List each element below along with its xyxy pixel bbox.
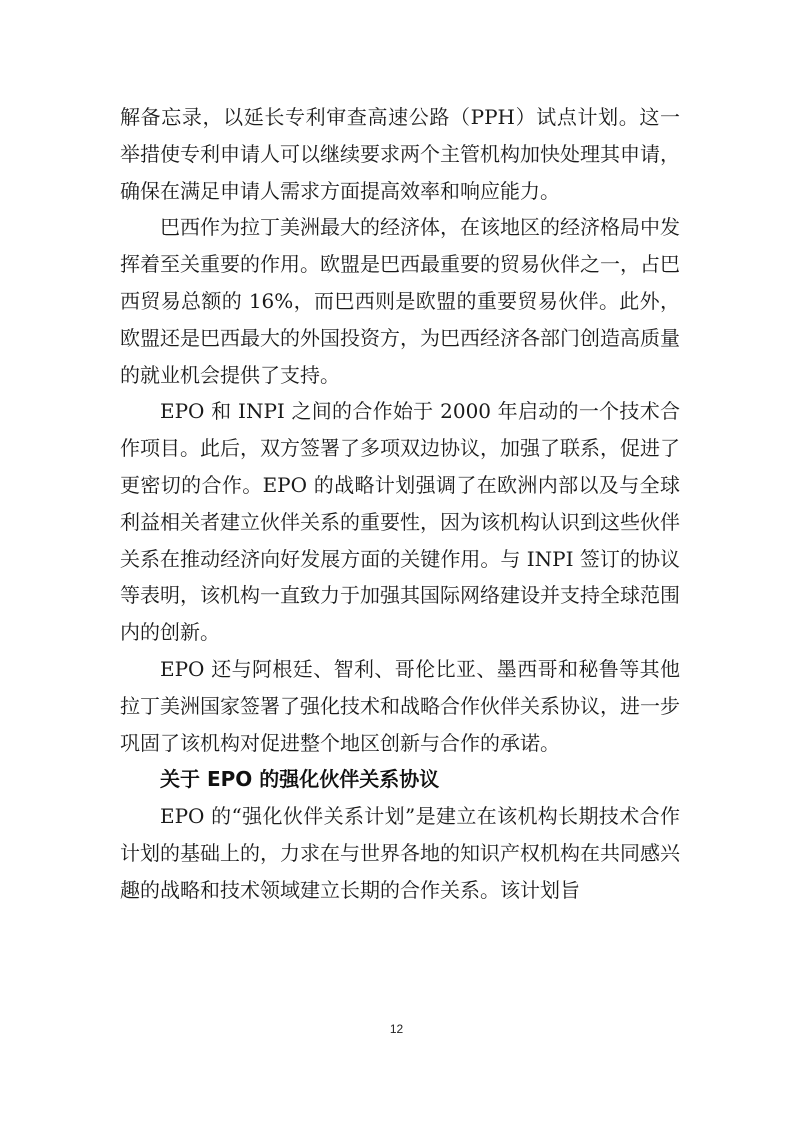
- paragraph-epo-inpi-cooperation: EPO 和 INPI 之间的合作始于 2000 年启动的一个技术合作项目。此后，双方签署了多项双边协议，加强了联系，促进了更密切的合作。EPO 的战略计划强调了在欧洲内部以及与全球利益相关者建立伙伴关系的重要性，因为该机构认识到这些伙伴关系在推动经济向好发展方面的关键作用。与 INPI 签订的协议等表明，该机构一直致力于加强其国际网络建设并支持全球范围内的创新。: [120, 399, 680, 645]
- section-heading: 关于 EPO 的强化伙伴关系协议: [160, 767, 440, 792]
- paragraph-partnership-program: EPO 的“强化伙伴关系计划”是建立在该机构长期技术合作计划的基础上的，力求在与世界各地的知识产权机构在共同感兴趣的战略和技术领域建立长期的合作关系。该计划旨: [120, 804, 680, 902]
- paragraph-latin-america-agreements: EPO 还与阿根廷、智利、哥伦比亚、墨西哥和秘鲁等其他拉丁美洲国家签署了强化技术和战略合作伙伴关系协议，进一步巩固了该机构对促进整个地区创新与合作的承诺。: [120, 656, 680, 755]
- paragraph-brazil-economy: 巴西作为拉丁美洲最大的经济体，在该地区的经济格局中发挥着至关重要的作用。欧盟是巴西最重要的贸易伙伴之一，占巴西贸易总额的 16%，而巴西则是欧盟的重要贸易伙伴。此外，欧盟还是巴西最大的外国投资方，为巴西经济各部门创造高质量的就业机会提供了支持。: [120, 215, 680, 387]
- paragraph-continuation: 解备忘录，以延长专利审查高速公路（PPH）试点计划。这一举措使专利申请人可以继续要求两个主管机构加快处理其申请，确保在满足申请人需求方面提高效率和响应能力。: [120, 105, 680, 203]
- page-body: [120, 99, 680, 909]
- page-number: 12: [389, 1022, 404, 1036]
